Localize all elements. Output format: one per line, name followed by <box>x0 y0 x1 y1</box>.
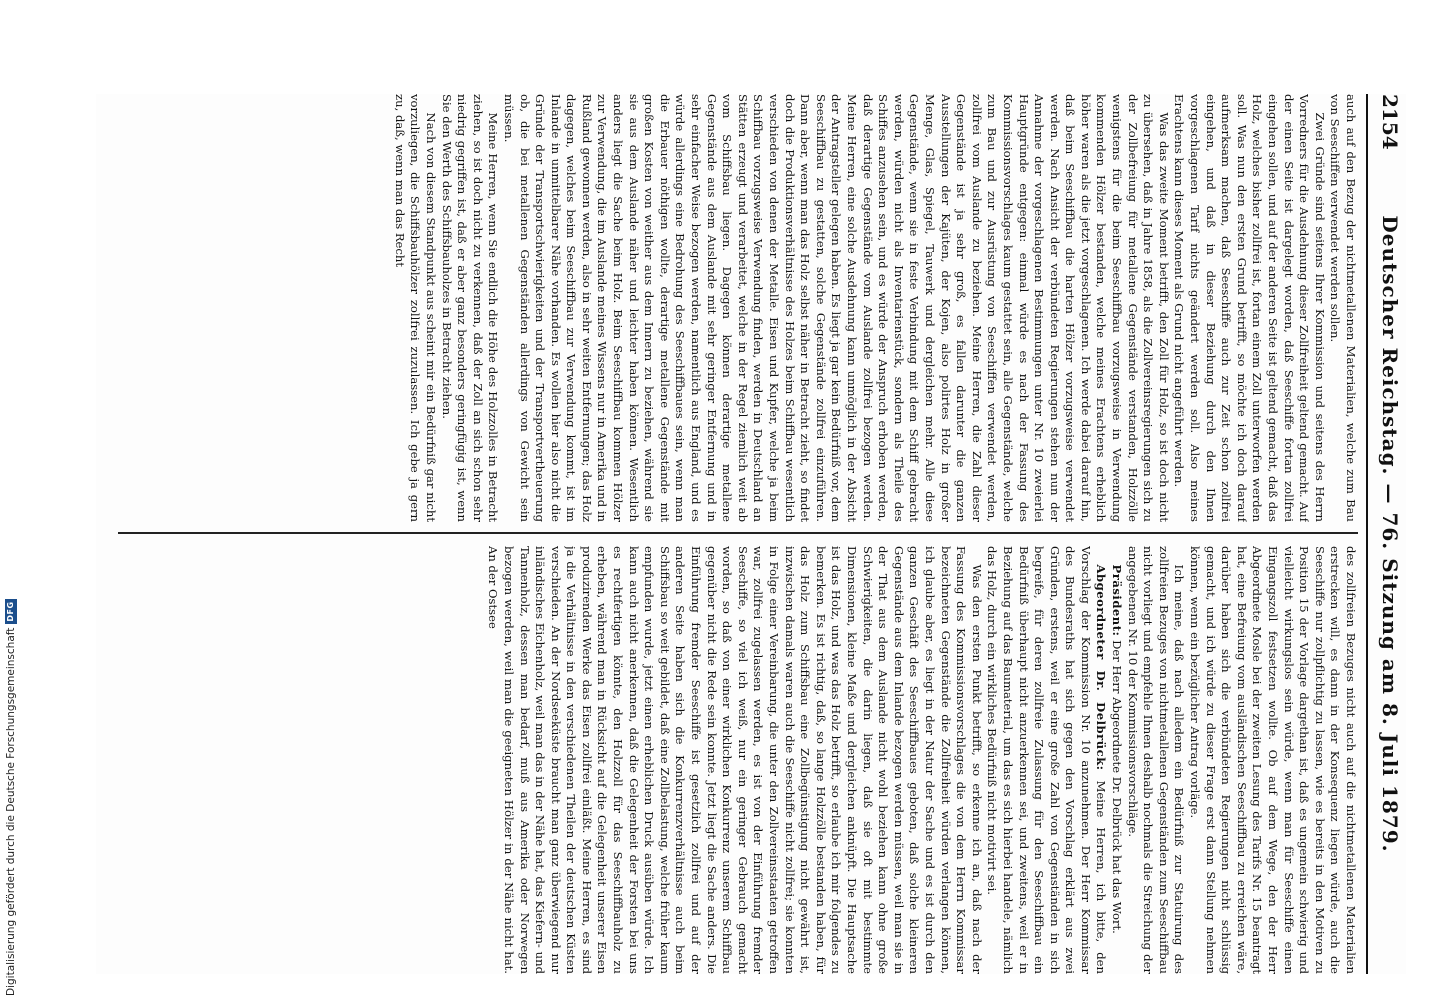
document-page <box>96 94 1406 974</box>
right-column <box>103 546 1358 974</box>
page-header <box>1374 94 1406 974</box>
digitization-note <box>4 596 18 996</box>
paragraph: auch auf den Bezug der nichtmetallenen Materialien, welche zum Bau von Seeschiffen verwendet werden sollen. <box>1328 94 1358 522</box>
paragraph: Zwei Gründe sind seitens Ihrer Kommission und seitens des Herrn Vorredners für die Ausdehnung dieser Zollfreiheit geltend gemacht. Auf der einen Seite ist dargelegt worden, daß Seeschiffe fortan zollfrei eingehen sollen, und auf der anderen Seite ist geltend gemacht, daß das Holz, welches bisher zollfrei ist, fortan einem Zoll unterworfen werden soll. Was nun den ersten Grund betrifft, so möchte ich doch darauf aufmerksam machen, daß Seeschiffe auch zur Zeit schon zollfrei eingehen, und daß in dieser Beziehung durch den Ihnen vorgeschlagenen Tarif nichts geändert werden soll. Also meines Erachtens kann dieses Moment als Grund nicht angeführt werden. <box>1172 94 1327 522</box>
speaker-paragraph <box>1109 546 1125 974</box>
page-title: Deutscher Reichstag. — 76. Sitzung am 8. Juli 1879. <box>1378 215 1402 853</box>
speaker-text: Der Herr Abgeordnete Dr. Delbrück hat das Wort. <box>1110 640 1125 934</box>
digitization-text: Digitalisierung gefördert durch die Deutsche Forschungsgemeinschaft <box>5 627 17 996</box>
paragraph: des zollfreien Bezuges nicht auch auf die nichtmetallenen Materialien erstrecken will, es dann in der Konsequenz liegen würde, auch die Seeschiffe nur zollpflichtig zu lassen, wie es bereits in den Motiven zu Position 15 der Vorlage dargethan ist, daß es ungemein schwierig und vielleicht wirkungslos sein würde, wenn man für Seeschiffe einen Eingangszoll festsetzen wollte. Ob auf dem Wege, den der Herr Abgeordnete Mosle bei der zweiten Lesung des Tarifs Nr. 15 beantragt hat, eine Befreiung vom ausländischen Seeschiffbau zu erreichen wäre, darüber haben sich die verbündeten Regierungen nicht schlüssig gemacht, und ich würde zu dieser Frage erst dann Stellung nehmen können, wenn ein bezüglicher Antrag vorläge. <box>1188 546 1358 974</box>
paragraph: Was das zweite Moment betrifft, den Zoll für Holz, so ist doch nicht zu übersehen, daß in Jahre 1858, als die Zollvereinsregierungen sich zu der Zollbefreiung für metallene Gegenstände verstanden, Holzzölle wenigstens für die beim Seeschiffbau vorzugsweise in Verwendung kommenden Hölzer bestanden, welche meines Erachtens erheblich höher waren als die jetzt vorgeschlagenen. Ich werde dabei darauf hin, daß beim Seeschiffbau die harten Hölzer vorzugsweise verwendet werden. Nach Ansicht der verbündeten Regierungen stehen nun der Annahme der vorgeschlagenen Bestimmungen unter Nr. 10 zweierlei Hauptgründe entgegen: einmal würde es nach der Fassung des Kommissionsvorschlages kaum gestattet sein, alle Gegenstände, welche zum Bau und zur Ausrüstung von Seeschiffen verwendet werden, zollfrei vom Auslande zu beziehen. Meine Herren, die Zahl dieser Gegenstände ist ja sehr groß, es fallen darunter die ganzen Ausstellungen der Kajüten, der Kojen, also polirtes Holz in großer Menge, Glas, Spiegel, Tauwerk und dergleichen mehr. Alle diese Gegenstände, wenn sie in feste Verbindung mit dem Schiff gebracht werden, würden nicht als Inventarienstück, sondern als Theile des Schiffes anzusehen sein, und es würde der Anspruch erhoben werden, daß derartige Gegenstände vom Auslande zollfrei bezogen werden. Meine Herren, eine solche Ausdehnung kann unmöglich in der Absicht der Antragsteller gelegen haben. Es liegt ja gar kein Bedürfniß vor, dem Seeschiffbau zu gestatten, solche Gegenstände zollfrei einzuführen. Dann aber, wenn man das Holz selbst näher in Betracht zieht, so findet doch die Produktionsverhältnisse des Holzes beim Schiffbau wesentlich verschieden von denen der Metalle. Eisen und Kupfer, welche ja beim Schiffbau vorzugsweise Verwendung finden, werden in Deutschland an Stätten erzeugt und verarbeitet, welche in der Regel ziemlich weit ab vom Schiffsbau liegen. Dagegen können derartige metallene Gegenstände aus dem Auslande mit sehr geringer Entfernung und in sehr einfacher Weise bezogen werden, namentlich aus England, und es würde allerdings eine Bedrohung des Seeschiffbaues sein, wenn man die Erbauer nöthigen wollte, derartige metallene Gegenstände mit großen Kosten von weither aus dem Innern zu beziehen, während sie sie aus dem Auslande näher und leichter haben können. Wesentlich anders liegt die Sache beim Holz. Beim Seeschiffbau kommen Hölzer zur Verwendung, die im Auslande meines Wissens nur in Amerika und in Rußland gewonnen werden, also in sehr weiten Entfernungen; das Holz dagegen, welches beim Seeschiffbau zur Verwendung kommt, ist im Inlande in unmittelbarer Nähe vorhanden. Es wollen hier also nicht die Gründe der Transportschwierigkeiten und der Transportvertheuerung ob, die bei metallenen Gegenständen allerdings von Gewicht sein müssen. <box>501 94 1171 522</box>
paragraph: Was den ersten Punkt betrifft, so erkenne ich an, daß nach der Fassung des Kommissionsvorschlages die von dem Herrn Kommissar bezeichneten Gegenstände die Zollfreiheit würden verlangen können, ich glaube aber, es liegt in der Natur der Sache und es ist durch den ganzen Geschäft des Seeschiffbaues geboten, daß solche kleineren Gegenstände aus dem Inlande bezogen werden müssen, weil man sie in der That aus dem Auslande nicht wohl beziehen kann ohne große Schwierigkeiten, die darin liegen, daß sie oft mit bestimmte Dimensionen, kleine Maße und dergleichen anknüpft. Die Hauptsache ist das Holz, und was das Holz betrifft, so erlaube ich mir folgendes zu bemerken. Es ist richtig, daß, so lange Holzzölle bestanden haben, für das Holz zum Schiffsbau eine Zollbegünstigung nicht gewährt ist, inzwischen damals waren auch die Seeschiffe nicht zollfrei; sie konnten in Folge einer Vereinbarung, die unter den Zollvereinsstaaten getroffen war, zollfrei zugelassen werden, es ist von der Einführung fremder Seeschiffe, so viel ich weiß, nur ein geringer Gebrauch gemacht worden, so daß von einer wirklichen Konkurrenz unserem Schiffbau gegenüber nicht die Rede sein konnte. Jetzt liegt die Sache anders. Die Einführung fremder Seeschiffe ist gesetzlich zollfrei und auf der anderen Seite haben sich die Konkurrenzverhältnisse auch beim Schiffsbau so weit gebildet, daß eine Zollbelastung, welche früher kaum empfunden wurde, jetzt einen erheblichen Druck ausüben würde. Ich kann auch nicht anerkennen, daß die Gelegenheit der Forsten bei uns es rechtfertigen könnte, den Holzzoll für das Seeschiffbauholz zu erheben, während man in Rücksicht auf die Gelegenheit unserer Eisen produzirenden Werke das Eisen zollfrei einläßt. Meine Herren, es sind ja die Verhältnisse in den verschiedenen Theilen der deutschen Küsten verschieden. An der Nordseeküste braucht man ganz überwiegend nur inländisches Eichenholz, weil man das in der Nähe hat, das Kiefern- und Tannenholz, dessen man bedarf, muß aus Amerika oder Norwegen bezogen werden, weil man die geeigneten Hölzer in der Nähe nicht hat. An der Ostsee <box>486 546 984 974</box>
column-divider <box>118 532 1358 534</box>
left-column <box>103 94 1358 522</box>
speaker-paragraph <box>984 546 1109 974</box>
paragraph: Meine Herren, wenn Sie endlich die Höhe des Holzzolles in Betracht ziehen, so ist doch nicht zu verkennen, daß der Zoll an sich schon sehr niedrig gegriffen ist, daß er aber ganz besonders geringfügig ist, wenn Sie den Werth des Schiffsbauholzes in Betracht ziehen. <box>439 94 501 522</box>
page-number: 2154 <box>1378 94 1402 150</box>
paragraph: Ich meine, daß nach alledem ein Bedürfniß zur Statuirung des zollfreien Bezuges von nichtmetallenen Gegenständen zum Seeschiffbau nicht vorliegt und empfehle Ihnen deshalb nochmals die Streichung der angegebenen Nr. 10 der Kommissionsvorschläge. <box>1125 546 1187 974</box>
dfg-logo-icon: DFG <box>6 601 15 622</box>
paragraph: Nach von diesem Standpunkt aus scheint mir ein Bedürfniß gar nicht vorzuliegen, die Schiffsbauhölzer zollfrei zuzulassen. Ich gebe ja gern zu, daß, wenn man das Recht <box>392 94 438 522</box>
speaker-text: Meine Herren, ich bitte, den Vorschlag der Kommission Nr. 10 anzunehmen. Der Herr Kommissar des Bundesraths hat sich gegen den Vorschlag erklärt aus zwei Gründen, erstens, weil er eine große Zahl von Gegenständen in sich begreife, für deren zollfreie Zulassung für den Seeschiffbau ein Bedürfniß überhaupt nicht anzuerkennen sei, und zweitens, weil er in Beziehung auf das Baumaterial, um das es sich hierbei handele, nämlich das Holz, durch ein wirkliches Bedürfniß nicht motivirt sei. <box>985 546 1109 974</box>
header-rule <box>1366 94 1368 974</box>
speaker-label: Abgeordneter Dr. Delbrück: <box>1094 564 1109 771</box>
speaker-label: Präsident: <box>1110 564 1125 637</box>
